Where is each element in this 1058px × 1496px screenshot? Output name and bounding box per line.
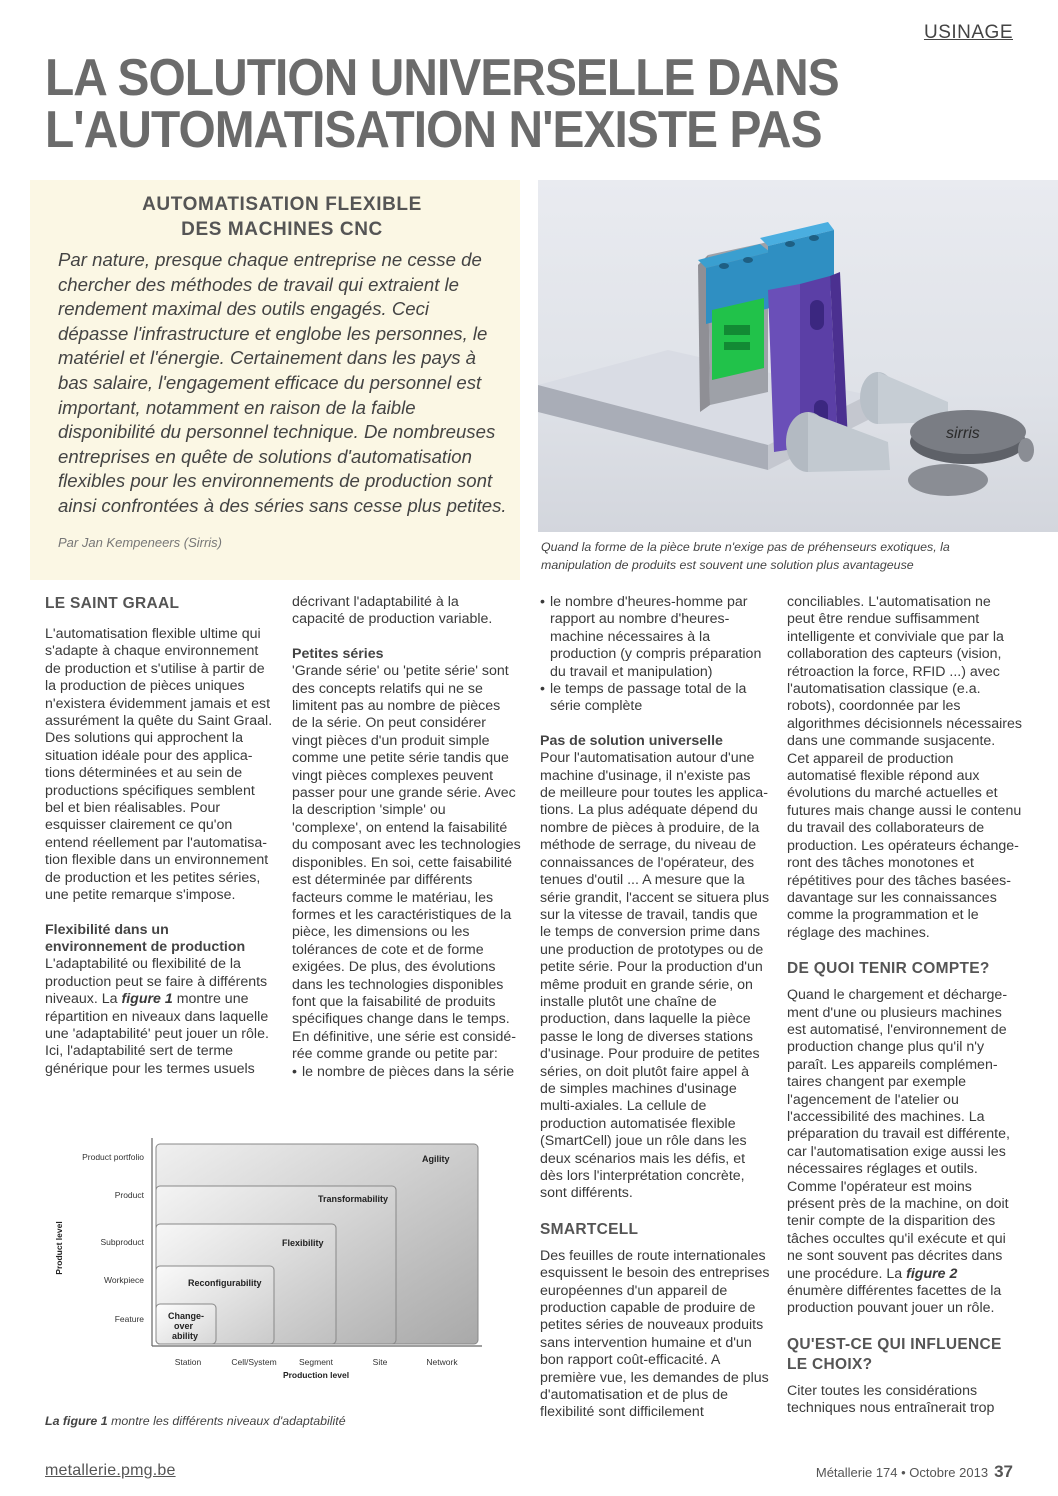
- y-tick-label: Product portfolio: [82, 1152, 144, 1162]
- text-line: tolérances de cote et de forme: [292, 941, 484, 958]
- roller: [908, 464, 988, 496]
- heading-de-quoi-tenir-compte: DE QUOI TENIR COMPTE?: [787, 960, 990, 978]
- text-line: comme une petite série tandis que: [292, 750, 509, 767]
- gripper-render-illustration: [538, 180, 1058, 532]
- text-line: série complète: [550, 698, 643, 715]
- text-line: d'automatisation et de plus de: [540, 1387, 729, 1404]
- text-line: exigées. De plus, des évolutions: [292, 959, 496, 976]
- roller-end: [1018, 438, 1034, 462]
- text-line: facteurs comme le matériau, les: [292, 889, 494, 906]
- text-line: de la série. On peut considérer: [292, 715, 487, 732]
- text-line: s'adapte à chaque environnement: [45, 643, 259, 660]
- text-line: Comme l'opérateur est moins: [787, 1178, 972, 1195]
- text-line: conciliables. L'automatisation ne: [787, 594, 991, 610]
- finger-detail: [724, 342, 750, 350]
- text-line: tions déterminées et au sein de: [45, 765, 243, 782]
- text-line: paraît. Les appareils complémen-: [787, 1056, 998, 1073]
- text-line: sans intervention humaine et d'un: [540, 1334, 752, 1351]
- text-line: ne sont souvent pas décrites dans: [787, 1248, 1003, 1265]
- photo-caption: [541, 538, 1051, 574]
- x-axis-label: Production level: [282, 1370, 350, 1380]
- text-line: série grandit, l'accent se situera plus: [540, 889, 770, 906]
- text-line: production peut se faire à différents: [45, 973, 268, 990]
- level-label-changeover: ability: [172, 1331, 199, 1341]
- text-line: L'automatisation flexible ultime qui: [45, 626, 261, 642]
- text-line: des concepts relatifs qui ne se: [292, 680, 483, 697]
- text-fragment: niveaux. La: [45, 991, 122, 1008]
- text-line: la description 'simple' ou: [292, 802, 446, 819]
- text-line: limitent pas au nombre de pièces: [292, 698, 501, 715]
- text-line: Des feuilles de route internationales: [540, 1247, 766, 1264]
- text-line: spécifiques change dans le temps.: [292, 1011, 510, 1028]
- text-line: séries, on doit plutôt faire appel à: [540, 1063, 750, 1080]
- text-line: automatisé flexible répond aux: [787, 768, 980, 785]
- heading-influence-choix: [787, 1335, 1015, 1375]
- level-label-reconfigurability: Reconfigurability: [188, 1278, 262, 1288]
- page-title: [45, 49, 947, 159]
- level-label-flexibility: Flexibility: [282, 1238, 324, 1248]
- text-line: Pour l'automatisation autour d'une: [540, 750, 755, 767]
- text-line: collaboration des capteurs (vision,: [787, 646, 1002, 663]
- text-line: comme la programmation et le: [787, 907, 979, 924]
- text-line: deux scénarios mais les défis, et: [540, 1150, 746, 1167]
- text-line: une petite remarque s'impose.: [45, 887, 236, 904]
- puck-logo: sirris: [946, 425, 980, 442]
- caption-line: Quand la forme de la pièce brute n'exige pas de préhenseurs exotiques, la: [541, 540, 950, 554]
- x-tick-label: Site: [372, 1357, 388, 1367]
- text-line: évolutions du marché actuelles et: [787, 785, 998, 802]
- column-3: [540, 594, 768, 1422]
- intro-line: ainsi confrontées à des séries sans cesse plus petites.: [58, 494, 507, 516]
- section-tag: USINAGE: [923, 22, 1013, 43]
- intro-heading-line: AUTOMATISATION FLEXIBLE: [142, 194, 422, 215]
- text-line: disponibles. En soi, cette faisabilité: [292, 854, 513, 871]
- y-tick-label: Workpiece: [104, 1275, 144, 1285]
- text-line: n'existera évidemment jamais et est: [45, 695, 271, 712]
- text-line: bon rapport coût-efficacité. A: [540, 1352, 721, 1369]
- text-line: l'automatisation classique (e.a.: [787, 681, 981, 698]
- text-line: première vue, les demandes de plus: [540, 1369, 769, 1386]
- text-line: connaissances de l'opérateur, des: [540, 854, 755, 871]
- finger-green: [712, 298, 764, 380]
- column-1: [45, 594, 273, 1078]
- footer-site-link[interactable]: metallerie.pmg.be: [45, 1462, 176, 1479]
- issue-text: Métallerie 174 • Octobre 2013: [815, 1465, 989, 1480]
- text-line: production capable de produire de: [540, 1300, 756, 1317]
- intro-heading-line: DES MACHINES CNC: [181, 219, 383, 240]
- text-line: vingt pièces complexes peuvent: [292, 767, 494, 784]
- text-line: de production et s'utilise à partir de: [45, 660, 265, 677]
- text-line: Des solutions qui approchent la: [45, 730, 243, 747]
- footer-issue: [816, 1462, 1013, 1482]
- text-line: le temps de conversion prime dans: [540, 924, 761, 941]
- text-line: 'complexe', on entend la faisabilité: [292, 819, 508, 836]
- text-line: taires changent par exemple: [787, 1074, 967, 1091]
- bullet-item: • le nombre de pièces dans la série: [292, 1064, 520, 1081]
- text-line: rée comme grande ou petite par:: [292, 1046, 498, 1063]
- text-line: tenir compte de la disparition des: [787, 1213, 996, 1230]
- y-axis-label: Product level: [54, 1221, 64, 1275]
- text-line: entend réellement par l'automatisa-: [45, 834, 267, 851]
- figure-1: [42, 1108, 518, 1408]
- text-line: production automatisée flexible: [540, 1115, 736, 1132]
- intro-line: Par nature, presque chaque entreprise ne cesse de: [58, 249, 482, 270]
- text-line: sur la vitesse de travail, tandis que: [540, 906, 758, 923]
- text-line: dans une commande susjacente.: [787, 733, 996, 750]
- text-line: flexibilité sont difficilement: [540, 1404, 704, 1421]
- caption-line: manipulation de produits est souvent une solution plus avantageuse: [541, 558, 914, 572]
- text-line: font que la faisabilité de produits: [292, 993, 496, 1010]
- text-line: sont différents.: [540, 1185, 633, 1202]
- text-line: (SmartCell) joue un rôle dans les: [540, 1133, 747, 1150]
- text-line: méthode de serrage, du niveau de: [540, 837, 757, 854]
- text-line: techniques nous entraînerait trop: [787, 1400, 995, 1417]
- spacer: [292, 629, 520, 646]
- level-label-changeover: Change-: [168, 1311, 204, 1321]
- text-line: décrivant l'adaptabilité à la: [292, 594, 459, 610]
- text-line: d'usinage. Pour produire de petites: [540, 1046, 760, 1063]
- figure-caption: [45, 1414, 346, 1428]
- intro-text: [58, 248, 506, 519]
- text-line: pièce, les dimensions ou les: [292, 924, 470, 941]
- text-line: une 'adaptabilité' peut jouer un rôle.: [45, 1025, 269, 1042]
- text-fragment: une procédure. La: [787, 1265, 907, 1282]
- spacer: [787, 942, 1015, 959]
- text-line: robots), coordonnée par les: [787, 698, 961, 715]
- screw-hole: [743, 257, 753, 263]
- x-tick-label: Cell/System: [231, 1357, 277, 1367]
- text-line: préparation du travail est différente,: [787, 1126, 1010, 1143]
- text-line: davantage sur les connaissances: [787, 889, 997, 906]
- text-line: En définitive, une série est considé-: [292, 1028, 516, 1045]
- title-line: LA SOLUTION UNIVERSELLE DANS: [45, 49, 839, 107]
- text-line: petite série. Pour la production d'un: [540, 959, 763, 976]
- intro-line: dépasse l'infrastructure et englobe les personnes, le: [58, 322, 488, 344]
- text-line: productions spécifiques semblent: [45, 782, 255, 799]
- x-tick-label: Station: [174, 1357, 202, 1367]
- spacer: [540, 716, 768, 733]
- text-line: machine nécessaires à la: [550, 628, 711, 645]
- finger-detail: [724, 325, 750, 335]
- text-line: car l'automatisation exige aussi les: [787, 1143, 1006, 1160]
- text-line: la production de pièces uniques: [45, 678, 245, 695]
- text-line: répétitives pour des tâches basées-: [787, 872, 1011, 889]
- text-line: machine d'usinage, il n'existe pas: [540, 767, 751, 784]
- text-line: passe le long de diverses stations: [540, 1028, 753, 1045]
- text-line: production, dans laquelle la pièce: [540, 1011, 751, 1028]
- text-fragment: montre une: [172, 991, 249, 1008]
- intro-line: disponibilité du personnel technique. De nombreuses: [58, 421, 496, 443]
- intro-box: [30, 180, 520, 580]
- y-tick-label: Product: [114, 1190, 144, 1200]
- x-tick-label: Network: [426, 1357, 458, 1367]
- heading-line: QU'EST-CE QUI INFLUENCE: [787, 1335, 1002, 1353]
- text-line: peut être rendue suffisamment: [787, 611, 980, 628]
- spacer: [45, 905, 273, 922]
- text-line: production pouvant jouer un rôle.: [787, 1300, 995, 1317]
- text-line: générique pour les termes usuels: [45, 1060, 255, 1077]
- text-line: énumère différentes facettes de la: [787, 1283, 1002, 1300]
- level-label-agility: Agility: [422, 1154, 450, 1164]
- text-line: multi-axiales. La cellule de: [540, 1098, 707, 1115]
- text-line: tenues d'outil ... A mesure que la: [540, 872, 745, 889]
- author-byline: Par Jan Kempeneers (Sirris): [58, 534, 222, 550]
- text-line: dans les technologies disponibles: [292, 976, 504, 993]
- column-4: [787, 594, 1023, 1418]
- heading-saint-graal: LE SAINT GRAAL: [45, 595, 180, 612]
- text-line: ront des tâches monotones et: [787, 855, 974, 872]
- text-line: est automatisé, l'environnement de: [787, 1021, 1007, 1038]
- text-line: situation idéale pour des applica-: [45, 747, 253, 764]
- y-tick-label: Feature: [114, 1314, 144, 1324]
- text-line: une production de prototypes ou de: [540, 941, 764, 958]
- text-line: nombre de pièces à produire, de la: [540, 819, 760, 836]
- text-line: européennes d'un appareil de: [540, 1282, 728, 1299]
- bullet-item: • le temps de passage total de la: [540, 681, 768, 698]
- text-line: de simples machines d'usinage: [540, 1080, 737, 1097]
- text-line: dès lors l'interprétation concrète,: [540, 1168, 745, 1184]
- bullet-item: • le nombre d'heures-homme par: [540, 594, 768, 611]
- subheading-line: Flexibilité dans un: [45, 921, 169, 938]
- text-line: tions. La plus adéquate dépend du: [540, 802, 758, 819]
- text-line: de production et les petites séries,: [45, 869, 261, 886]
- text-line: [45, 991, 273, 1008]
- text-line: réglage des machines.: [787, 924, 930, 941]
- text-line: même produit en grande série, on: [540, 976, 753, 993]
- text-line: présent près de la machine, on doit: [787, 1196, 1009, 1212]
- text-line: Quand le chargement et décharge-: [787, 987, 1008, 1004]
- column-2: [292, 594, 520, 1081]
- intro-line: flexibles pour les environnements de production sont: [58, 470, 493, 492]
- text-line: production change plus qu'il n'y: [787, 1039, 985, 1056]
- intro-line: chercher des méthodes de travail qui extraient le: [58, 273, 460, 295]
- intro-line: bas salaire, l'engagement efficace du personnel est: [58, 371, 482, 393]
- text-line: bel et bien réalisables. Pour: [45, 800, 221, 817]
- caption-bold: La figure 1: [45, 1414, 108, 1428]
- screw-hole: [809, 235, 819, 241]
- text-line: tâches occultes qu'il exécute et qui: [787, 1230, 1006, 1247]
- page-number: 37: [994, 1462, 1013, 1481]
- text-line: du composant avec les technologies: [292, 837, 521, 854]
- spacer: [787, 1318, 1015, 1335]
- level-label-transformability: Transformability: [318, 1194, 389, 1204]
- heading-line: LE CHOIX?: [787, 1355, 873, 1373]
- level-label-changeover: over: [174, 1321, 194, 1331]
- text-line: nécessaires réglages et outils.: [787, 1161, 978, 1178]
- text-line: passer pour une grande série. Avec: [292, 785, 516, 802]
- gripper-render-photo: [538, 180, 1058, 532]
- text-line: production (y compris préparation: [550, 646, 762, 663]
- x-tick-label: Segment: [298, 1357, 334, 1367]
- intro-line: entreprises en quête de solutions d'automatisation: [58, 445, 472, 467]
- subheading-flexibilite: [45, 922, 273, 957]
- subheading-line: environnement de production: [45, 938, 246, 955]
- text-line: esquissent le besoin des entreprises: [540, 1265, 770, 1282]
- text-line: installe plutôt une chaîne de: [540, 993, 717, 1010]
- spacer: [540, 1203, 768, 1220]
- caption-text: montre les différents niveaux d'adaptabilité: [107, 1414, 346, 1428]
- text-line: Ici, l'adaptabilité sert de terme: [45, 1043, 234, 1060]
- text-line: Citer toutes les considérations: [787, 1382, 978, 1399]
- text-line: futures mais change aussi le contenu: [787, 802, 1022, 819]
- intro-line: matériel et l'énergie. Certainement dans les pays à: [58, 347, 476, 369]
- figure-reference: figure 2: [906, 1265, 958, 1282]
- text-line: assurément la quête du Saint Graal.: [45, 713, 273, 730]
- screw-hole: [785, 241, 795, 247]
- text-line: capacité de production variable.: [292, 611, 493, 628]
- text-line: l'accessibilité des machines. La: [787, 1108, 985, 1125]
- figure-reference: figure 1: [121, 991, 173, 1008]
- text-line: rétroaction la force, RFID ...) avec: [787, 663, 1000, 680]
- text-line: L'adaptabilité ou flexibilité de la: [45, 956, 241, 973]
- subheading-petites-series: Petites séries: [292, 645, 384, 662]
- text-line: intelligente et conviviale que par la: [787, 628, 1004, 645]
- text-line: rapport au nombre d'heures-: [550, 611, 730, 628]
- text-line: petites séries de nouveaux produits: [540, 1317, 764, 1334]
- heading-smartcell: SMARTCELL: [540, 1220, 639, 1238]
- text-line: 'Grande série' ou 'petite série' sont: [292, 663, 509, 680]
- text-line: du travail et manipulation): [550, 663, 713, 680]
- intro-heading: [58, 192, 506, 242]
- intro-line: important, notamment en raison de la faible: [58, 396, 416, 418]
- screw-hole: [719, 263, 729, 269]
- subheading-pas-de-solution: Pas de solution universelle: [540, 732, 723, 749]
- title-line: L'AUTOMATISATION N'EXISTE PAS: [45, 101, 822, 159]
- text-line: production. Les opérateurs échange-: [787, 837, 1019, 854]
- intro-line: rendement maximal des outils engagés. Ceci: [58, 298, 430, 320]
- text-line: est déterminée par différents: [292, 872, 473, 889]
- text-line: algorithmes décisionnels nécessaires: [787, 715, 1023, 732]
- adaptability-levels-diagram: [42, 1108, 518, 1408]
- text-line: répartition en niveaux dans laquelle: [45, 1008, 269, 1025]
- text-line: tion flexible dans un environnement: [45, 852, 269, 869]
- plate-slot: [810, 300, 824, 330]
- text-line: du travail des collaborateurs de: [787, 820, 985, 837]
- text-line: [787, 1266, 1015, 1283]
- text-line: formes et les caractéristiques de la: [292, 906, 512, 923]
- y-tick-label: Subproduct: [100, 1237, 144, 1247]
- text-line: Cet appareil de production: [787, 750, 954, 767]
- text-line: l'agencement de l'atelier ou: [787, 1091, 959, 1108]
- text-line: vingt pièces d'un produit simple: [292, 732, 490, 749]
- text-line: de meilleure pour toutes les applica-: [540, 785, 768, 802]
- text-line: ment d'une ou plusieurs machines: [787, 1004, 1002, 1021]
- text-line: esquisser clairement ce qu'on: [45, 817, 233, 834]
